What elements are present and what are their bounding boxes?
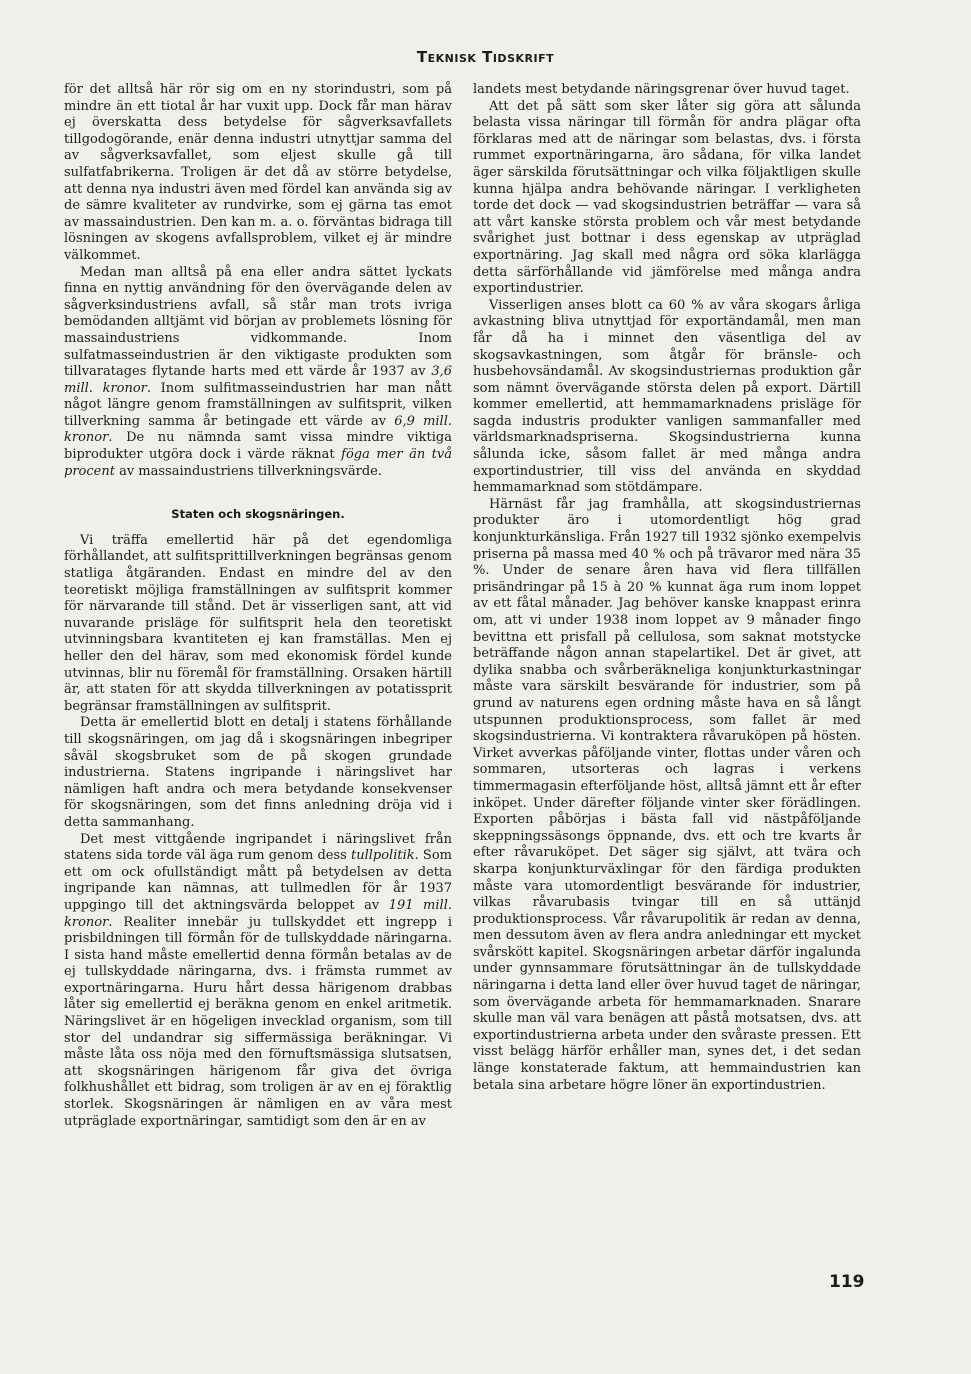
paragraph: Detta är emellertid blott en detalj i statens förhållande till skogsnäringen, om jag då i skogsnäringen inbegriper såväl skogsbruket som de på skogen grundade industrierna. Statens ingripande i näringslivet har nämligen haft andra och mera betydande konsekvenser för skogsnäringen, som det finns anledning dröja vid i detta sammanhang.	[64, 715, 452, 830]
left-column	[64, 82, 452, 1130]
emphasis-tullpolitik: tullpolitik	[351, 848, 415, 864]
section-heading: Staten och skogsnäringen.	[171, 507, 345, 522]
value-harts: 3,6 mill. kronor	[64, 364, 452, 396]
right-column	[473, 82, 861, 1094]
paragraph: Härnäst får jag framhålla, att skogsindustriernas produkter äro i utomordentligt hög grad konjunkturkänsliga. Från 1927 till 1932 sjönko exempelvis priserna på massa med 40 % och på trävaror med nära 35 %. Under de senare åren hava vid flera tillfällen prisändringar på 15 à 20 % kunnat äga rum inom loppet av ett fåtal månader. Jag behöver kanske knappast erinra om, att vi under 1938 inom loppet av 9 månader fingo bevittna ett prisfall på cellulosa, som saknat motstycke beträffande någon annan stapelartikel. Det är givet, att dylika snabba och svårberäkneliga konjunkturkastningar måste vara särskilt besvärande för industrier, som på grund av naturens egen ordning måste hava en så långt utspunnen produktionsprocess, som fallet är med skogsindustrierna. Vi kontraktera råvaruköpen på hösten. Virket avverkas påföljande vinter, flottas under våren och sommaren, utsorteras och lagras i verkens timmermagasin efterföljande höst, alltså jämnt ett år efter inköpet. Under därefter följande vinter sker förädlingen. Exporten påbörjas i bästa fall vid nästpåföljande skeppningssäsongs öppnande, dvs. ett och tre kvarts år efter råvaruköpet. Det säger sig självt, att tvära och skarpa konjunkturväxlingar för den färdiga produkten måste vara utomordentligt besvärande för industrier, vilkas råvarubasis tvingar till en så uttänjd produktionsprocess. Vår råvarupolitik är redan av denna, men dessutom även av flera andra anledningar ett mycket svårskött kapitel. Skogsnäringen arbetar därför ingalunda under gynnsammare förutsättningar än de tullskyddade näringarna i detta land eller över huvud taget de näringar, som övervägande arbeta för hemmamarknaden. Snarare skulle man väl vara benägen att påstå motsatsen, dvs. att exportindustrierna arbeta under den svåraste pressen. Ett visst belägg härför erhåller man, synes det, i det sedan länge konstaterade faktum, att hemmaindustrien kan betala sina arbetare högre löner än exportindustrien.	[473, 496, 861, 1093]
paragraph: Visserligen anses blott ca 60 % av våra skogars årliga avkastning bliva utnyttjad för exportändamål, men man får då ha i minnet den väsentliga del av skogsavkastningen, som åtgår för bränsle- och husbehovsändamål. Av skogsindustriernas produktion går som nämnt övervägande största delen på export. Därtill kommer emellertid, att hemmamarknadens prisläge för sagda industris produkter vanligen sammanfaller med världsmarknadspriserna. Skogsindustrierna kunna sålunda icke, såsom fallet är med många andra exportindustrier, till viss del använda en skyddad hemmamarknad som stötdämpare.	[473, 297, 861, 496]
emphasis-percent: föga mer än två procent	[64, 447, 452, 479]
paragraph: landets mest betydande näringsgrenar över huvud taget.	[473, 82, 850, 97]
value-tullmedel: 191 mill. kronor	[64, 897, 452, 930]
paragraph: Medan man alltså på ena eller andra sättet lyckats finna en nyttig användning för den övervägande delen av sågverksindustriens avfall, så står man trots ivriga bemödanden alltjämt vid början av problemets lösning för massaindustriens vidkommande. Inom sulfatmasseindustrien är den viktigaste produkten som tillvaratages flytande harts med ett värde år 1937 av 3,6 mill. kronor. Inom sulfitmasseindustrien har man nått något längre genom framställningen av sulfitsprit, vilken tillverkning samma år betingade ett värde av 6,9 mill. kronor. De nu nämnda samt vissa mindre viktiga biprodukter utgöra dock i värde räknat föga mer än två procent av massaindustriens tillverkningsvärde.	[64, 264, 452, 479]
journal-title: Teknisk Tidskrift	[416, 48, 555, 66]
value-sulfitsprit: 6,9 mill. kronor	[64, 413, 452, 446]
page-number: 119	[829, 1272, 865, 1292]
paragraph: Att det på sätt som sker låter sig göra att sålunda belasta vissa näringar till förmån för andra plägar ofta förklaras med att de näringar som belastas, dvs. i första rummet exportnäringarna, äro sådana, för vilka landet äger särskilda förutsättningar och vilka följaktligen skulle kunna hjälpa andra behövande näringar. I verkligheten torde det dock — vad skogsindustrien beträffar — vara så att vårt kanske största problem och vår mest betydande svårighet just bottnar i dess egenskap av utpräglad exportnäring. Jag skall med några ord söka klarlägga detta särförhållande vid jämförelse med många andra exportindustrier.	[473, 98, 861, 297]
paragraph: Vi träffa emellertid här på det egendomliga förhållandet, att sulfitsprittillverkningen begränsas genom statliga åtgäranden. Endast en mindre del av den teoretiskt möjliga framställningen av sulfitsprit kommer för närvarande till stånd. Det är visserligen sant, att vid nuvarande prisläge för sulfitsprit hela den teoretiskt utvinningsbara kvantiteten ej kan framställas. Men ej heller den del härav, som med ekonomisk fördel kunde utvinnas, blir nu föremål för framställning. Orsaken härtill är, att staten för att skydda tillverkningen av potatissprit begränsar framställningen av sulfitsprit.	[64, 532, 452, 714]
paragraph: Det mest vittgående ingripandet i näringslivet från statens sida torde väl äga rum genom dess tullpolitik. Som ett om ock ofullständigt mått på betydelsen av detta ingripande kan nämnas, att tullmedlen för år 1937 uppgingo till det aktningsvärda beloppet av 191 mill. kronor. Realiter innebär ju tullskyddet ett ingrepp i prisbildningen till förmån för de tullskyddade näringarna. I sista hand måste emellertid denna förmån betalas av de ej tullskyddade näringarna, dvs. i främsta rummet av exportnäringarna. Huru hårt dessa härigenom drabbas låter sig emellertid ej beräkna genom en enkel aritmetik. Näringslivet är en högeligen invecklad organism, som till stor del undandrar sig siffermässiga beräkningar. Vi måste låta oss nöja med den förnuftsmässiga slutsatsen, att skogsnäringen härigenom får giva det övriga folkhushållet ett bidrag, som troligen är av en ej föraktlig storlek. Skogsnäringen är nämligen en av våra mest utpräglade exportnäringar, samtidigt som den är en av	[64, 831, 452, 1129]
paragraph: för det alltså här rör sig om en ny storindustri, som på mindre än ett tiotal år har vuxit upp. Dock får man härav ej överskatta dess betydelse för sågverksavfallets tillgodogörande, enär denna industri utnyttjar samma del av sågverksavfallet, som eljest skulle gå till sulfatfabrikerna. Troligen är det då av större betydelse, att denna nya industri även med fördel kan använda sig av de sämre kvaliteter av rundvirke, som ej gärna tas emot av massaindustrien. Den kan m. a. o. förväntas bidraga till lösningen av skogens avfallsproblem, vilket ej är mindre välkommet.	[64, 82, 452, 263]
